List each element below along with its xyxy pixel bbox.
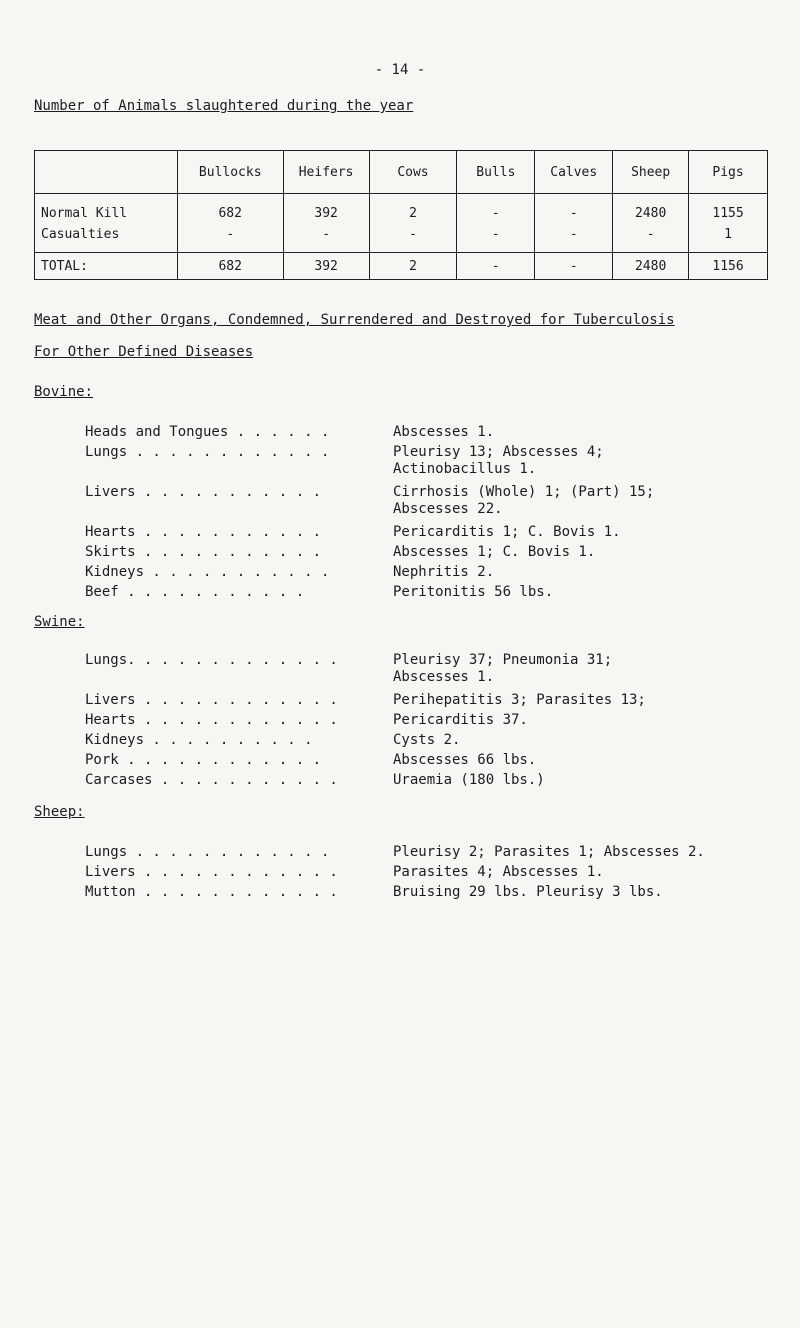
table-cell: 1 xyxy=(689,224,768,253)
finding-line: Pleurisy 13; Abscesses 4; xyxy=(393,444,604,460)
column-header: Calves xyxy=(535,151,613,194)
table-cell: - xyxy=(369,224,457,253)
list-item xyxy=(85,484,775,518)
list-item xyxy=(85,564,775,581)
table-cell: - xyxy=(457,224,535,253)
organ-name: Mutton . . . . . . . . . . . . xyxy=(85,884,338,900)
table-header-row xyxy=(35,151,768,194)
organ-name: Heads and Tongues . . . . . . xyxy=(85,424,330,440)
table-cell: 392 xyxy=(283,253,369,280)
row-label: Casualties xyxy=(35,224,178,253)
organ-name: Lungs. . . . . . . . . . . . . xyxy=(85,652,338,668)
organ-name: Hearts . . . . . . . . . . . . xyxy=(85,712,338,728)
table-cell: 2 xyxy=(369,253,457,280)
list-item xyxy=(85,732,775,749)
row-label: Normal Kill xyxy=(35,194,178,225)
table-cell: - xyxy=(535,224,613,253)
table-cell: - xyxy=(457,194,535,225)
finding-line: Uraemia (180 lbs.) xyxy=(393,772,545,788)
finding-line: Pericarditis 1; C. Bovis 1. xyxy=(393,524,621,540)
finding-line: Abscesses 1; C. Bovis 1. xyxy=(393,544,596,560)
finding-line: Peritonitis 56 lbs. xyxy=(393,584,554,600)
organ-name: Pork . . . . . . . . . . . . xyxy=(85,752,322,768)
finding-line: Bruising 29 lbs. Pleurisy 3 lbs. xyxy=(393,884,663,900)
list-item xyxy=(85,444,775,478)
column-header: Cows xyxy=(369,151,457,194)
row-label: TOTAL: xyxy=(35,253,178,280)
table-cell: - xyxy=(535,194,613,225)
column-header: Heifers xyxy=(283,151,369,194)
organ-name: Lungs . . . . . . . . . . . . xyxy=(85,444,330,460)
finding-line: Perihepatitis 3; Parasites 13; xyxy=(393,692,646,708)
other-diseases-heading: For Other Defined Diseases xyxy=(34,344,254,360)
finding-line: Parasites 4; Abscesses 1. xyxy=(393,864,604,880)
table-cell: - xyxy=(457,253,535,280)
column-header xyxy=(35,151,178,194)
list-item xyxy=(85,712,775,729)
finding-line: Pericarditis 37. xyxy=(393,712,528,728)
column-header: Sheep xyxy=(613,151,689,194)
organ-name: Livers . . . . . . . . . . . . xyxy=(85,692,338,708)
list-item xyxy=(85,584,775,601)
organ-name: Hearts . . . . . . . . . . . xyxy=(85,524,322,540)
organ-name: Beef . . . . . . . . . . . xyxy=(85,584,305,600)
table-cell: 2 xyxy=(369,194,457,225)
sheep-label: Sheep: xyxy=(34,804,85,820)
section-title: Number of Animals slaughtered during the year xyxy=(34,98,414,114)
organ-name: Skirts . . . . . . . . . . . xyxy=(85,544,322,560)
list-item xyxy=(85,864,775,881)
table-cell: 2480 xyxy=(613,253,689,280)
list-item xyxy=(85,652,775,686)
finding-line: Abscesses 1. xyxy=(393,669,495,685)
list-item xyxy=(85,752,775,769)
finding-line: Abscesses 66 lbs. xyxy=(393,752,537,768)
animals-slaughtered-table xyxy=(34,150,768,280)
condemned-heading: Meat and Other Organs, Condemned, Surrendered and Destroyed for Tuberculosis xyxy=(34,312,675,328)
finding-line: Pleurisy 37; Pneumonia 31; xyxy=(393,652,613,668)
page-number: - 14 - xyxy=(374,62,426,78)
table-cell: 2480 xyxy=(613,194,689,225)
organ-name: Lungs . . . . . . . . . . . . xyxy=(85,844,330,860)
table-total-row xyxy=(35,253,768,280)
column-header: Bulls xyxy=(457,151,535,194)
table-row xyxy=(35,194,768,225)
finding-line: Abscesses 22. xyxy=(393,501,503,517)
finding-line: Nephritis 2. xyxy=(393,564,495,580)
table-cell: 682 xyxy=(177,253,283,280)
finding-line: Abscesses 1. xyxy=(393,424,495,440)
table-cell: 1156 xyxy=(689,253,768,280)
organ-name: Livers . . . . . . . . . . . xyxy=(85,484,322,500)
list-item xyxy=(85,544,775,561)
column-header: Pigs xyxy=(689,151,768,194)
organ-name: Kidneys . . . . . . . . . . xyxy=(85,732,313,748)
swine-label: Swine: xyxy=(34,614,85,630)
finding-line: Actinobacillus 1. xyxy=(393,461,537,477)
table-cell: - xyxy=(283,224,369,253)
finding-line: Pleurisy 2; Parasites 1; Abscesses 2. xyxy=(393,844,705,860)
list-item xyxy=(85,424,775,441)
table-cell: 682 xyxy=(177,194,283,225)
bovine-label: Bovine: xyxy=(34,384,94,400)
organ-name: Kidneys . . . . . . . . . . . xyxy=(85,564,330,580)
table-cell: - xyxy=(177,224,283,253)
finding-line: Cirrhosis (Whole) 1; (Part) 15; xyxy=(393,484,655,500)
list-item xyxy=(85,524,775,541)
table-cell: 1155 xyxy=(689,194,768,225)
list-item xyxy=(85,884,775,901)
list-item xyxy=(85,844,775,861)
table-row xyxy=(35,224,768,253)
table-cell: 392 xyxy=(283,194,369,225)
organ-name: Carcases . . . . . . . . . . . xyxy=(85,772,338,788)
organ-name: Livers . . . . . . . . . . . . xyxy=(85,864,338,880)
column-header: Bullocks xyxy=(177,151,283,194)
finding-line: Cysts 2. xyxy=(393,732,461,748)
table-cell: - xyxy=(613,224,689,253)
list-item xyxy=(85,772,775,789)
table-cell: - xyxy=(535,253,613,280)
list-item xyxy=(85,692,775,709)
